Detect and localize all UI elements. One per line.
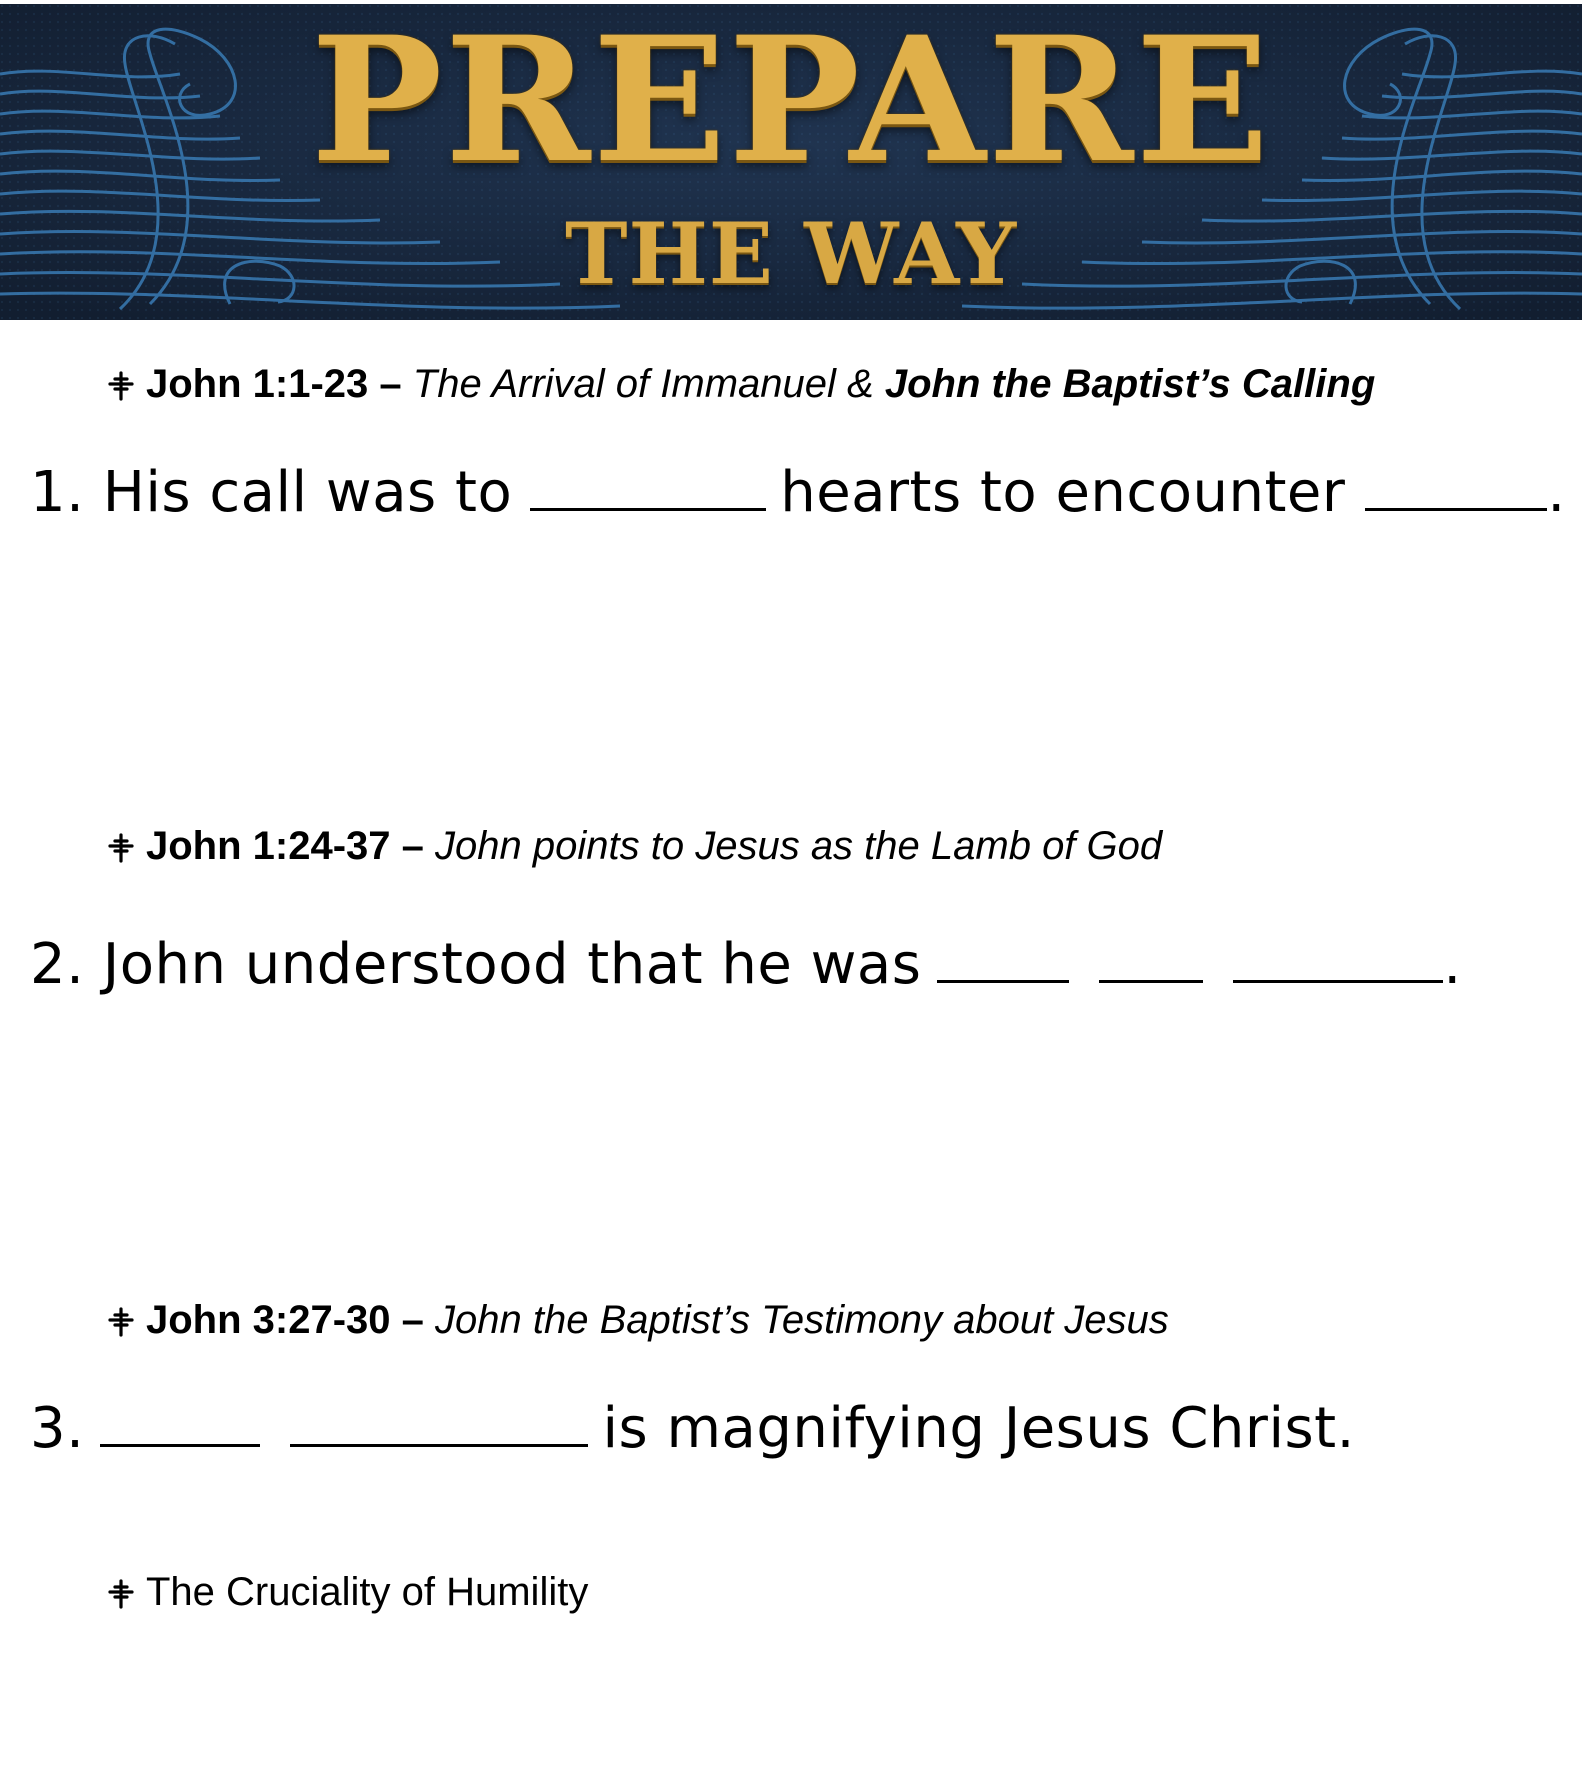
section-title-italic: John points to Jesus as the Lamb of God [435, 824, 1163, 868]
question-2-blank-3 [1233, 928, 1443, 983]
section-heading-4 [104, 1568, 588, 1616]
question-1-text-a: 1. His call was to [30, 460, 513, 525]
section-dash: – [379, 362, 402, 406]
section-heading-2 [104, 822, 1162, 870]
section-reference: John 1:24-37 [146, 824, 391, 868]
question-2-text-a: 2. John understood that he was [30, 932, 922, 997]
section-heading-3 [104, 1296, 1169, 1344]
cross-icon [104, 1579, 138, 1609]
question-3-blank-2 [290, 1392, 588, 1447]
section-title-italic: The Arrival of Immanuel & [412, 362, 874, 406]
cross-icon [104, 833, 138, 863]
section-title-plain: The Cruciality of Humility [146, 1570, 589, 1614]
cross-icon [104, 371, 138, 401]
question-3-number: 3. [30, 1396, 85, 1461]
question-3-blank-1 [100, 1392, 260, 1447]
question-1-blank-2 [1365, 456, 1547, 511]
section-reference: John 1:1-23 [146, 362, 369, 406]
cross-icon [104, 1307, 138, 1337]
question-1 [30, 456, 1566, 526]
question-2-blank-2 [1099, 928, 1203, 983]
section-title-italic: John the Baptist’s Testimony about Jesus [435, 1298, 1169, 1342]
question-2 [30, 928, 1462, 998]
banner-title: PREPARE [310, 4, 1272, 201]
question-3 [30, 1392, 1355, 1462]
question-1-blank-1 [530, 456, 766, 511]
banner-subtitle: THE WAY [564, 204, 1018, 303]
section-reference: John 3:27-30 [146, 1298, 391, 1342]
header-banner [0, 4, 1582, 320]
question-1-end: . [1547, 460, 1566, 525]
section-dash: – [401, 1298, 424, 1342]
question-2-end: . [1443, 932, 1462, 997]
question-1-text-b: hearts to encounter [780, 460, 1346, 525]
question-2-blank-1 [937, 928, 1069, 983]
question-3-text: is magnifying Jesus Christ. [602, 1396, 1355, 1461]
section-title-bold-italic: John the Baptist’s Calling [884, 362, 1376, 406]
section-heading-1 [104, 360, 1375, 408]
banner-text [0, 4, 1582, 320]
section-dash: – [401, 824, 424, 868]
